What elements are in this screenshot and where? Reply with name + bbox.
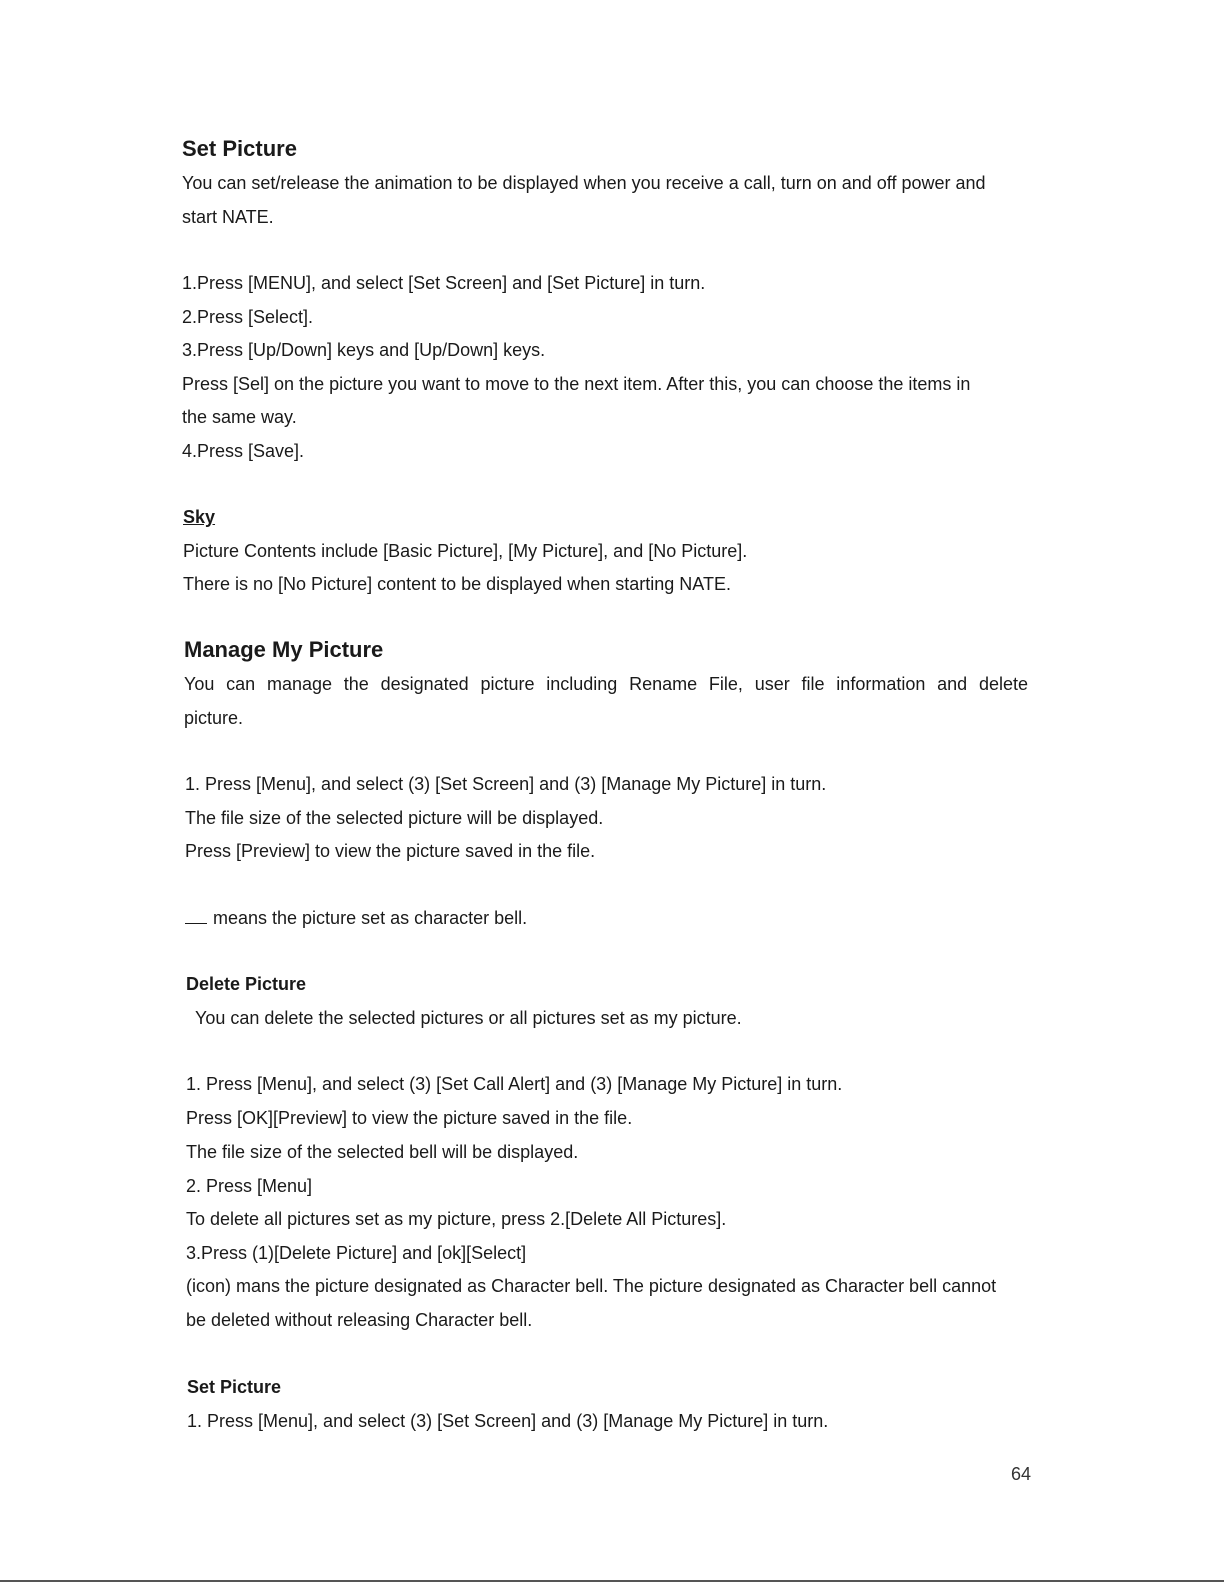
set-picture-2-step1: 1. Press [Menu], and select (3) [Set Screen] and (3) [Manage My Picture] in turn. bbox=[187, 1411, 829, 1431]
set-picture-intro-line2: start NATE. bbox=[182, 207, 274, 227]
delete-picture-note2: The file size of the selected bell will be displayed. bbox=[186, 1142, 579, 1162]
delete-picture-heading: Delete Picture bbox=[186, 974, 307, 994]
set-picture-step4: 4.Press [Save]. bbox=[182, 441, 305, 461]
blank-underline-icon bbox=[185, 907, 207, 924]
character-bell-note bbox=[185, 906, 527, 930]
manage-my-picture-note2: Press [Preview] to view the picture saved in the file. bbox=[185, 841, 596, 861]
delete-picture-icon-note-line2: be deleted without releasing Character bell. bbox=[186, 1310, 533, 1330]
set-picture-step3-note-line2: the same way. bbox=[182, 407, 297, 427]
manage-my-picture-step1: 1. Press [Menu], and select (3) [Set Screen] and (3) [Manage My Picture] in turn. bbox=[185, 774, 827, 794]
set-picture-step2: 2.Press [Select]. bbox=[182, 307, 314, 327]
delete-picture-icon-note-line1: (icon) mans the picture designated as Character bell. The picture designated as Character bell cannot bbox=[186, 1276, 997, 1296]
delete-picture-step2-note: To delete all pictures set as my picture, press 2.[Delete All Pictures]. bbox=[186, 1209, 727, 1229]
manage-my-picture-intro-line1: You can manage the designated picture including Rename File, user file information and delete bbox=[184, 674, 1028, 694]
set-picture-step1: 1.Press [MENU], and select [Set Screen] and [Set Picture] in turn. bbox=[182, 273, 706, 293]
character-bell-note-text: means the picture set as character bell. bbox=[213, 908, 528, 928]
sky-line1: Picture Contents include [Basic Picture], [My Picture], and [No Picture]. bbox=[183, 541, 748, 561]
page-bottom-edge bbox=[0, 1580, 1224, 1582]
manage-my-picture-note1: The file size of the selected picture will be displayed. bbox=[185, 808, 604, 828]
delete-picture-step3: 3.Press (1)[Delete Picture] and [ok][Select] bbox=[186, 1243, 527, 1263]
sky-heading: Sky bbox=[183, 507, 216, 527]
set-picture-step3-note-line1: Press [Sel] on the picture you want to move to the next item. After this, you can choose the items in bbox=[182, 374, 971, 394]
set-picture-intro-line1: You can set/release the animation to be displayed when you receive a call, turn on and off power and bbox=[182, 173, 986, 193]
delete-picture-step1: 1. Press [Menu], and select (3) [Set Call Alert] and (3) [Manage My Picture] in turn. bbox=[186, 1074, 843, 1094]
manage-my-picture-heading: Manage My Picture bbox=[184, 637, 384, 662]
delete-picture-step2: 2. Press [Menu] bbox=[186, 1176, 313, 1196]
delete-picture-note1: Press [OK][Preview] to view the picture saved in the file. bbox=[186, 1108, 633, 1128]
manage-my-picture-intro-line2: picture. bbox=[184, 708, 244, 728]
delete-picture-intro: You can delete the selected pictures or all pictures set as my picture. bbox=[195, 1008, 742, 1028]
set-picture-step3: 3.Press [Up/Down] keys and [Up/Down] keys. bbox=[182, 340, 546, 360]
set-picture-2-heading: Set Picture bbox=[187, 1377, 282, 1397]
sky-line2: There is no [No Picture] content to be displayed when starting NATE. bbox=[183, 574, 731, 594]
page-number: 64 bbox=[1011, 1464, 1032, 1484]
set-picture-heading: Set Picture bbox=[182, 136, 297, 161]
